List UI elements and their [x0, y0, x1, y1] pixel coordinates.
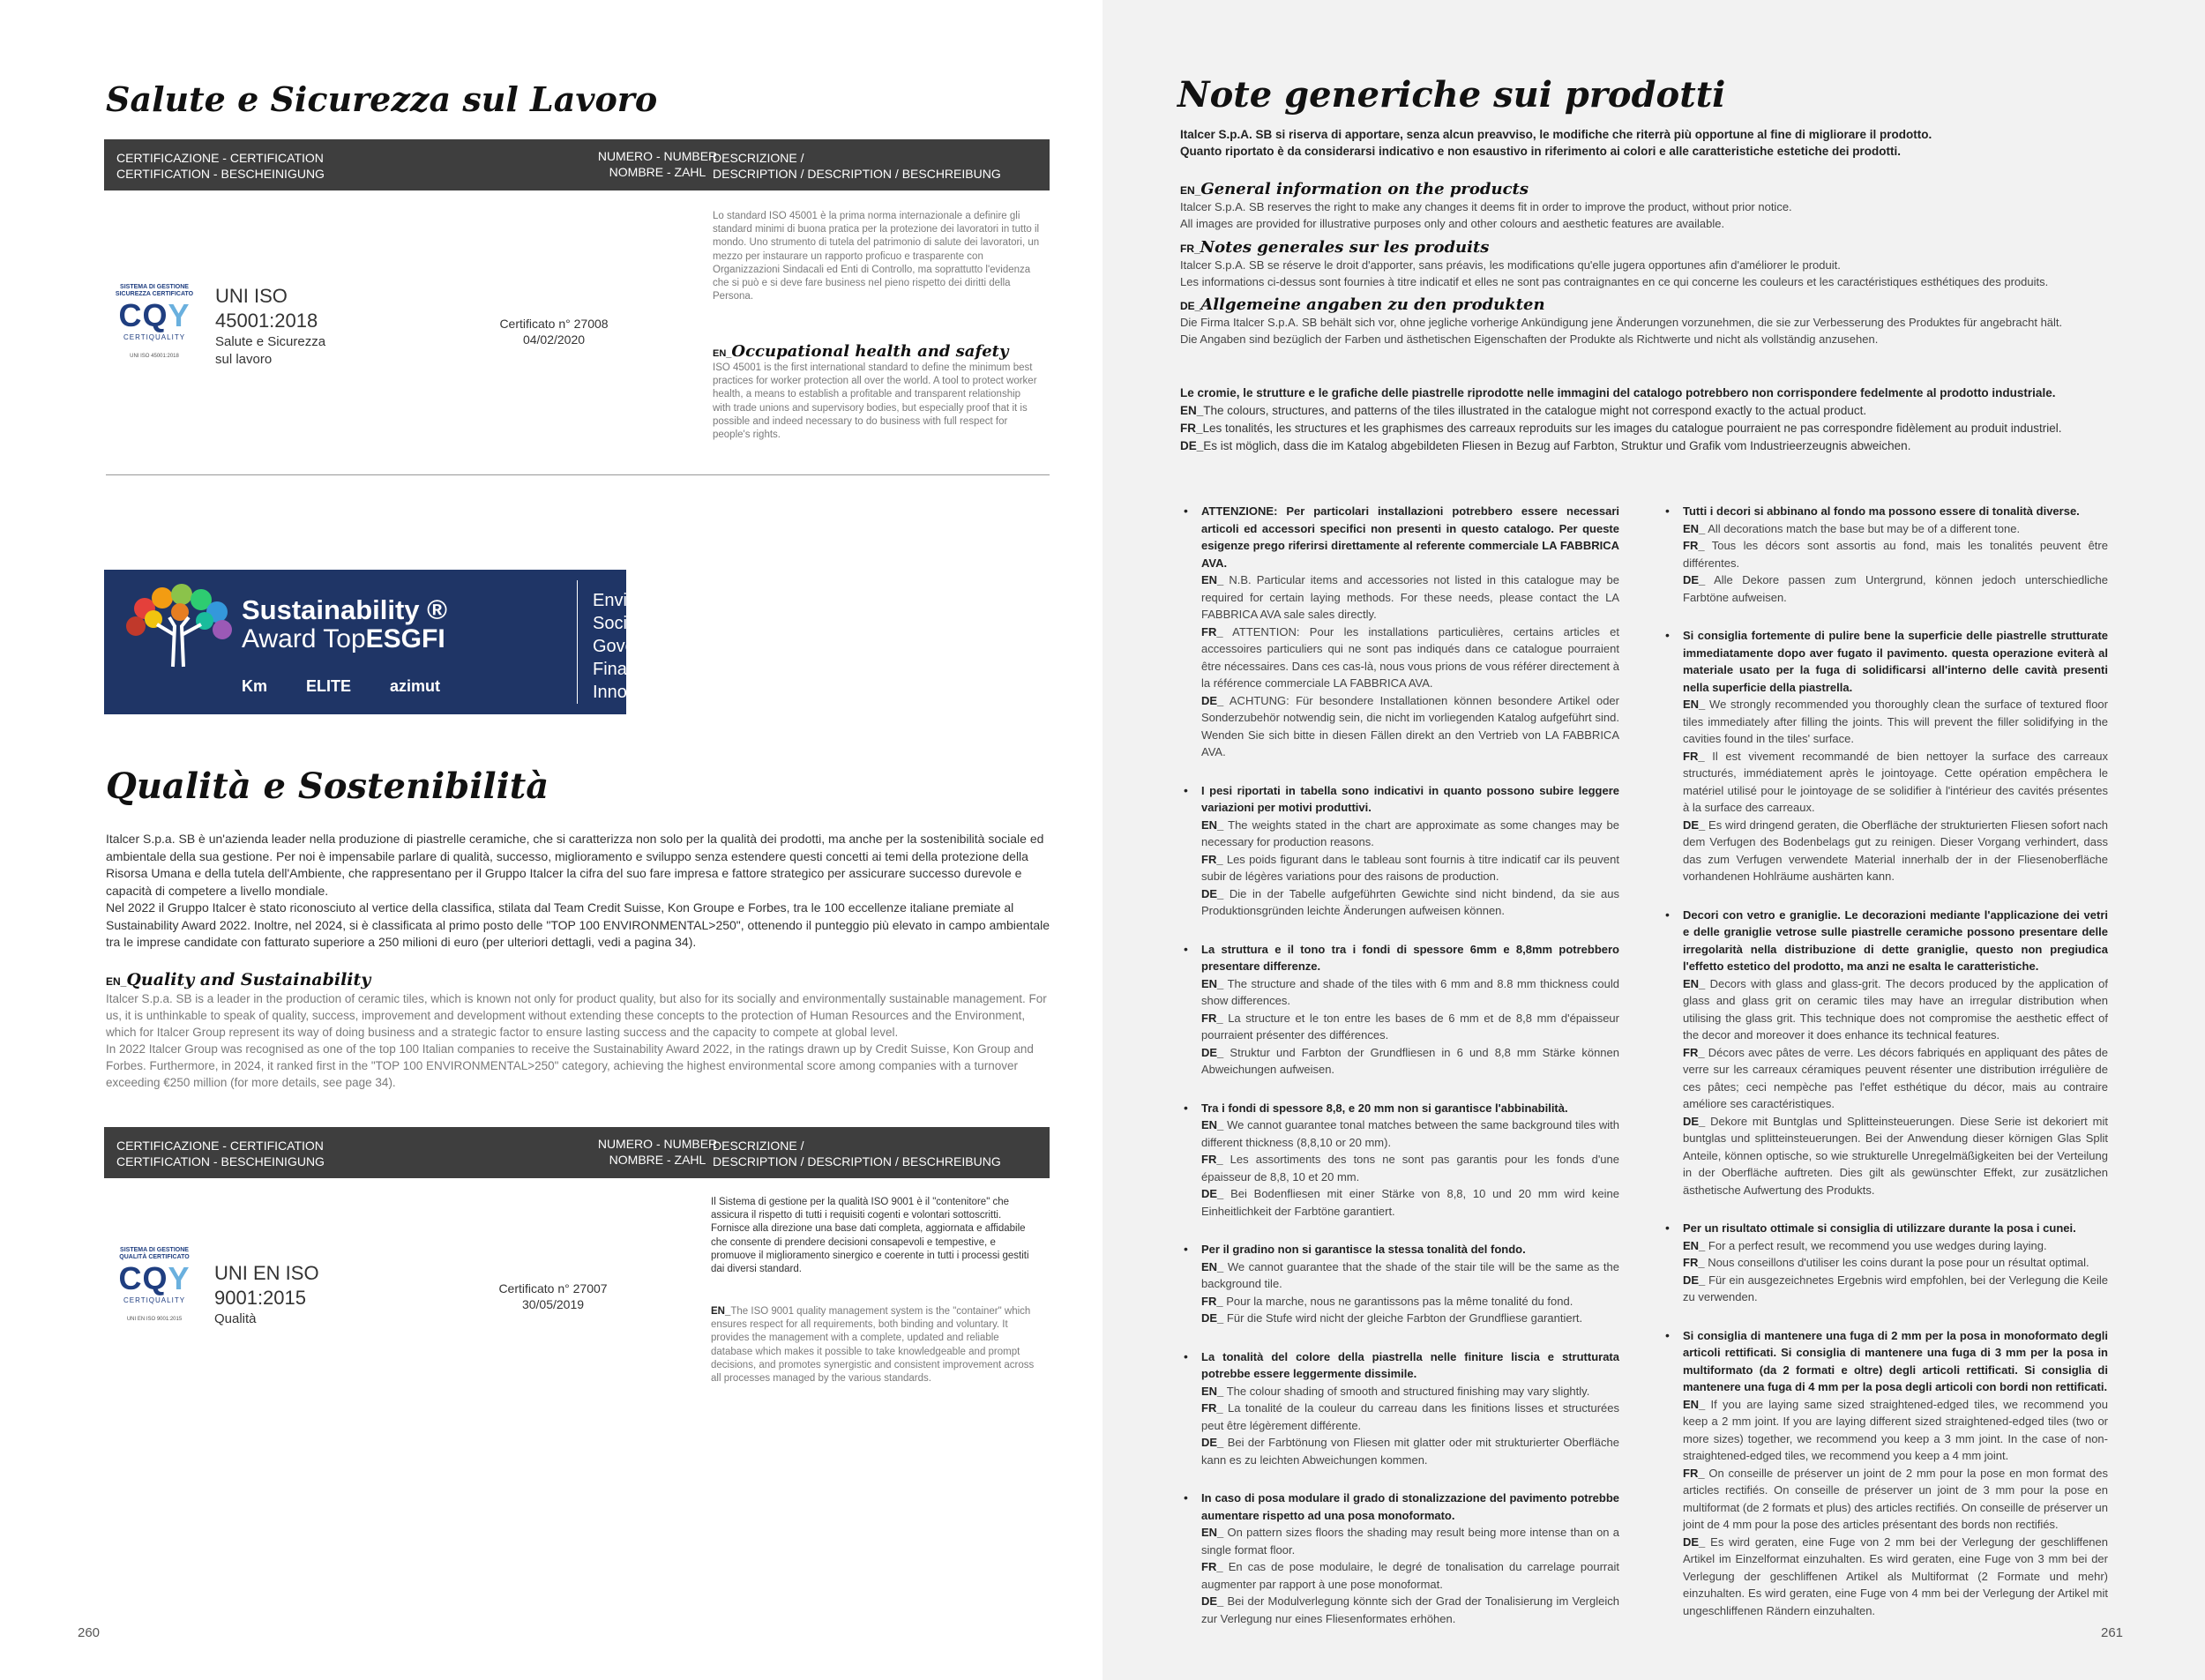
sponsor-logos: Km ELITE azimut [242, 677, 441, 695]
list-item: • ATTENZIONE: Per particolari installazioni potrebbero essere necessari articoli ed accessori specifici non presenti in questo catalogo. Per queste esigenze prego riferirsi direttamente al referente commerciale LA FABBRICA AVA. EN_ N.B. Particular items and accessories not listed in this catalogue may be required for certain laying methods. For these needs, please contact the LA FABBRICA AVA sale sales directly. FR_ ATTENTION: Pour les installations particulières, certains articles et accessoires particuliers qui ne sont pas indiqués dans ce catalogue pourraient être nécessaires. Dans ces cas-là, nous vous prions de vous référer directement à la référence commerciale LA FABBRICA AVA. DE_ ACHTUNG: Für besondere Installationen können besondere Artikel oder Sonderzubehör notwendig sein, die nicht im vorliegenden Katalog aufgeführt sind. Wenden Sie sich bitte in diesen Fällen direkt an den Vertrieb von LA FABBRICA AVA. [1180, 503, 1619, 761]
list-item: • Decori con vetro e graniglie. Le decorazioni mediante l'applicazione dei vetri e delle graniglie vetrose sulle piastrelle ceramiche possono presentare delle irregolarità nella distribuzione di dette graniglie, questo non pregiudica l'effetto estetico del prodotto, ma anzi ne esalta le caratteristiche. EN_ Decors with glass and glass-grit. The decors produced by the application of glass and glass grit on ceramic tiles may have an irregular distribution when utilising the glass grit. This technique does not compromise the aesthetic effect of the decor and moreover it does enhance its technical features. FR_ Décors avec pâtes de verre. Les décors fabriqués en appliquant des pâtes de verre sur les carreaux céramiques peuvent résenter une distribution irrégulière de ces pâtes; ceci nempèche pas l'effet esthétique du décor, mais au contraire améliore ses caractéristiques. DE_ Dekore mit Buntglas und Splitteinsteuerungen. Diese Serie ist dekoriert mit buntglas und splitteinsteuerungen. Bei der Anwendung dieser körnigen Glas Split Anteile, können optische, so wie strukturelle Unregelmäßigkeiten bei der Verteilung in der Oberfläche auftreten. Dies gilt als gewünschter Effekt, zur zusätzlichen ästhetische Aufwertung des Produkts. [1662, 907, 2108, 1199]
page-number: 260 [78, 1625, 101, 1640]
tile-appearance-note: Le cromie, le strutture e le grafiche delle piastrelle riprodotte nelle immagini del catalogo potrebbero non corrispondere fedelmente al prodotto industriale. EN_The colours, structures, and patterns of the tiles illustrated in the catalogue might not correspond exactly to the actual product. FR_Les tonalités, les structures et les graphismes des carreaux reproduits sur les images du catalogue pourraient ne pas correspondre fidèlement au produit industriel. DE_Es ist möglich, dass die im Katalog abgebildeten Fliesen in Bezug auf Farbton, Struktur und Grafik vom Industrieerzeugnis abweichen. [1180, 386, 2062, 452]
quality-text-it-2: Nel 2022 il Gruppo Italcer è stato riconosciuto al vertice della classifica, stilata dal Team Credit Suisse, Kon Groupe e Forbes, tra le 100 eccellenze italiane premiate al Sustainability Award 2022. Inoltre, nel 2024, si è classificata al primo posto delle "TOP 100 ENVIRONMENTAL>250", ottenendo il punteggio più elevato in campo ambientale tra le imprese candidate con fatturato superiore a 250 milioni di euro (per ulteriori dettagli, vedi a pagina 34). [106, 900, 1050, 949]
list-item: • Per il gradino non si garantisce la stessa tonalità del fondo. EN_ We cannot guarantee that the shade of the stair tile will be the same as the background tile. FR_ Pour la marche, nous ne garantissons pas la même tonalité du fond. DE_ Für die Stufe wird nicht der gleiche Farbton der Grundfliese garantiert. [1180, 1241, 1619, 1327]
notes-en: EN_General information on the products Italcer S.p.A. SB reserves the right to make any changes it deems fit in order to improve the product, without prior notice. All images are provided for illustrative purposes only and other colours and aesthetic features are available. [1180, 180, 1792, 230]
notes-intro: Italcer S.p.A. SB si riserva di apportare, senza alcun preavviso, le modifiche che riterrà più opportune al fine di migliorare il prodotto. Quanto riportato è da considerarsi indicativo e non esaustivo in riferimento ai colori e alle caratteristiche estetiche dei prodotti. [1180, 128, 1932, 158]
notes-column-right [1662, 503, 2108, 1640]
list-item: • I pesi riportati in tabella sono indicativi in quanto possono subire leggere variazioni per motivi produttivi. EN_ The weights stated in the chart are approximate as some changes may be necessary for production reasons. FR_ Les poids figurant dans le tableau sont fournis à titre indicatif car ils peuvent subir de légères variations pour des raisons de production. DE_ Die in der Tabelle aufgeführten Gewichte sind nicht bindend, da sie aus Produktionsgründen leichte Änderungen aufweisen können. [1180, 782, 1619, 920]
cert-desc-en-9001: EN_The ISO 9001 quality management system is the "container" which ensures respect for all requirements, both binding and voluntary. It provides the management with a complete, updated and reliable database which makes it possible to take knowledgeable and prompt decisions, and promotes synergistic and consistent improvement across all processes managed by the various standards. [711, 1306, 1035, 1385]
cert-en-title-45001: EN_Occupational health and safety [713, 342, 1009, 361]
list-item: • La struttura e il tono tra i fondi di spessore 6mm e 8,8mm potrebbero presentare differenze. EN_ The structure and shade of the tiles with 6 mm and 8.8 mm thickness could show differences. FR_ La structure et le ton entre les bases de 6 mm et de 8,8 mm d'épaisseur pourraient présenter des différences. DE_ Struktur und Farbton der Grundfliesen in 6 und 8,8 mm Stärke können Abweichungen aufweisen. [1180, 941, 1619, 1079]
left-page [0, 0, 1102, 1680]
tree-of-leaves-icon [118, 582, 238, 667]
cqy-logo: CQY [118, 1260, 191, 1296]
quality-en-title: EN_Quality and Sustainability [106, 970, 371, 989]
list-item: • Per un risultato ottimale si consiglia di utilizzare durante la posa i cunei. EN_ For a perfect result, we recommend you use wedges during laying. FR_ Nous conseillons d'utiliser les coins durant la pose pour un résultat optimal. DE_ Für ein ausgezeichnetes Ergebnis wird empfohlen, bei der Verlegung die Keile zu verwenden. [1662, 1220, 2108, 1306]
cert-number-27008: Certificato n° 27008 04/02/2020 [499, 317, 609, 347]
notes-fr: FR_Notes generales sur les produits Italcer S.p.A. SB se réserve le droit d'apporter, sans préavis, les modifications qu'elle jugera opportunes afin d'améliorer le produit. Les informations ci-dessus sont fournies à titre indicatif et elles ne sont pas contraignantes en ce qui concerne les couleurs et les caractéristiques esthétiques des produits. [1180, 238, 2049, 288]
cqy-logo: CQY [118, 297, 191, 333]
section-title-health-safety: Salute e Sicurezza sul Lavoro [106, 79, 658, 119]
quality-text-en: Italcer S.p.a. SB is a leader in the production of ceramic tiles, which is known not only for product quality, but also for its socially and environmentally sustainable management. For us, it is unthinkable to speak of quality, success, improvement and development without extending these concepts to the protection of Human Resources and the Environment, which for Italcer Group represent its way of doing business and a strategic factor to ensure lasting success and the capacity to compete at global level. [106, 992, 1047, 1039]
list-item: • In caso di posa modulare il grado di stonalizzazione del pavimento potrebbe aumentare rispetto ad una posa monoformato. EN_ On pattern sizes floors the shading may result being more intense than on a single format floor. FR_ En cas de pose modulaire, le degré de tonalisation du carrelage pourrait augmenter par rapport à une pose monoformat. DE_ Bei der Modulverlegung könnte sich der Grad der Tonalisierung im Vergleich zur Verlegung nur eines Fliesenformates erhöhen. [1180, 1490, 1619, 1627]
notes-column-left [1180, 503, 1619, 1648]
quality-text-en-2: In 2022 Italcer Group was recognised as one of the top 100 Italian companies to receive the Sustainability Award 2022, in the ratings drawn up by Credit Suisse, Kon Group and Forbes. Furthermore, in 2024, it ranked first in the "TOP 100 ENVIRONMENTAL>250" category, achieving the highest environmental score among companies with a turnover exceeding €250 million (for more details, see page 34). [106, 1042, 1034, 1089]
cert-name-iso9001: UNI EN ISO 9001:2015 Qualità [214, 1262, 319, 1326]
list-item: • Tra i fondi di spessore 8,8, e 20 mm non si garantisce l'abbinabilità. EN_ We cannot guarantee tonal matches between the same background tiles with different thickness (8,8,10 or 20 mm). FR_ Les assortiments des tons ne sont pas garantis pour les fonds d'une épaisseur de 8,8, 10 et 20 mm. DE_ Bei Bodenfliesen mit einer Stärke von 8,8, 10 und 20 mm wird keine Einheitlichkeit der Farbtöne garantiert. [1180, 1100, 1619, 1221]
cert-name-iso45001: UNI ISO 45001:2018 Salute e Sicurezza sul lavoro [215, 285, 326, 367]
page-number: 261 [2101, 1625, 2124, 1640]
list-item: • La tonalità del colore della piastrella nelle finiture liscia e strutturata potrebbe essere leggermente dissimile. EN_ The colour shading of smooth and structured finishing may vary slightly. FR_ La tonalité de la couleur du carreau dans les finitions lisses et structurées peut être légèrement différente. DE_ Bei der Farbtönung von Fliesen mit glatter oder mit strukturierter Oberfläche kann es zu leichten Abweichungen kommen. [1180, 1348, 1619, 1469]
divider [106, 474, 1050, 475]
list-item: • Tutti i decori si abbinano al fondo ma possono essere di tonalità diverse. EN_ All decorations match the base but may be of a different tone. FR_ Tous les décors sont assortis au fond, mais les tonalités peuvent être différentes. DE_ Alle Dekore passen zum Untergrund, können jedoch unterschiedliche Farbtöne aufweisen. [1662, 503, 2108, 606]
cert-table-header-2: CERTIFICAZIONE - CERTIFICATION CERTIFICATION - BESCHEINIGUNG NUMERO - NUMBER NOMBRE - ZAHL DESCRIZIONE / DESCRIPTION / DESCRIPTION / BESCHREIBUNG [104, 1127, 1050, 1178]
section-title-quality: Qualità e Sostenibilità [106, 765, 549, 807]
section-title-product-notes: Note generiche sui prodotti [1177, 74, 1726, 116]
list-item: • Si consiglia fortemente di pulire bene la superficie delle piastrelle strutturate immediatamente dopo aver fugato il pavimento. questa operazione eviterà al materiale usato per la fuga di solidificarsi all'interno delle cavità presenti nella superficie della piastrella. EN_ We strongly recommended you thoroughly clean the surface of textured floor tiles immediately after filling the joints. This will prevent the filler solidifying in the cavities found in the tiles' surface. FR_ Il est vivement recommandé de bien nettoyer la surface des carreaux structurés, immédiatement après le jointoyage. Cette opération empêchera le matériel utilisé pour le jointoyage de se solidifier à l'intérieur des cavités présentes à la surface des carreaux. DE_ Es wird dringend geraten, die Oberfläche der strukturierten Fliesen sofort nach dem Verfugen des Bodenbelags gut zu reinigen. Dieser Vorgang verhindert, dass das zum Verfugen verwendete Material innerhalb der in der Fliesenoberfläche vorhandenen Hohlräume aushärten kann. [1662, 627, 2108, 885]
certiquality-badge: SISTEMA DI GESTIONE SICUREZZA CERTIFICATO CQY CERTIQUALITY UNI ISO 45001:2018 [110, 284, 198, 359]
cert-desc-it-9001: Il Sistema di gestione per la qualità ISO 9001 è il "contenitore" che assicura il rispetto di tutti i requisiti cogenti e volontari sottoscritti. Fornisce alla direzione una base dati completa, aggiornata e affidabile che consente di prendere decisioni consapevoli e tempestive, e promuove il miglioramento sinergico e coerente in tutti i processi gestiti dai diversi standard. [711, 1197, 1029, 1275]
certiquality-badge-2: SISTEMA DI GESTIONE QUALITÀ CERTIFICATO CQY CERTIQUALITY UNI EN ISO 9001:2015 [110, 1247, 198, 1322]
quality-text-it: Italcer S.p.a. SB è un'azienda leader nella produzione di piastrelle ceramiche, che si caratterizza non solo per la qualità dei prodotti, ma anche per la sostenibilità sociale ed ambientale della sua gestione. Per noi è impensabile parlare di qualità, successo, miglioramento e sviluppo senza estendere questi concetti ai temi della protezione della Risorsa Umana e della tutela dell'Ambiente, che rappresentano per il Gruppo Italcer la cifra del suo fare impresa e fattore strategico per assicurare successo durevole e capacità di competere a livello mondiale. [106, 832, 1044, 898]
cert-desc-en-45001: ISO 45001 is the first international standard to define the minimum best practices for worker protection all over the world. A tool to protect worker health, a means to establish a profitable and transparent relationship with trade unions and supervisory bodies, but especially proof that it is possible and indeed necessary to do business with full respect for people's rights. [713, 362, 1037, 441]
sustainability-award-banner: Sustainability ® Award TopESGFI Km ELITE azimut Environmental Social Governance Finance Innovation [104, 570, 626, 714]
notes-de: DE_Allgemeine angaben zu den produkten Die Firma Italcer S.p.A. SB behält sich vor, ohne jegliche vorherige Ankündigung jene Änderungen vorzunehmen, die sie zur Verbesserung des Produktes für angebracht hält. Die Angaben sind bezüglich der Farben und ästhetischen Eigenschaften der Produkte als Richtwerte und nicht als vollständig anzusehen. [1180, 295, 2063, 346]
cert-desc-it-45001: Lo standard ISO 45001 è la prima norma internazionale a definire gli standard minimi di buona pratica per la protezione dei lavoratori in tutto il mondo. Uno strumento di tutela del patrimonio di salute dei lavoratori, un mezzo per instaurare un rapporto proficuo e trasparente con Organizzazioni Sindacali ed Enti di Controllo, ma soprattutto l'evidenza che si può e si deve fare business nel pieno rispetto dei diritti della Persona. [713, 211, 1040, 302]
esg-categories: Environmental Social Governance Finance Innovation [593, 591, 706, 702]
cert-table-header: CERTIFICAZIONE - CERTIFICATION CERTIFICATION - BESCHEINIGUNG NUMERO - NUMBER NOMBRE - ZAHL DESCRIZIONE / DESCRIPTION / DESCRIPTION / BESCHREIBUNG [104, 139, 1050, 190]
cert-number-27007: Certificato n° 27007 30/05/2019 [498, 1281, 608, 1311]
list-item: • Si consiglia di mantenere una fuga di 2 mm per la posa in monoformato degli articoli rettificati. Si consiglia di mantenere una fuga di 3 mm per la posa in multiformato (da 2 formati e oltre) degli articoli rettificati. Si consiglia di mantenere una fuga di 4 mm per la posa degli articoli con bordi non rettificati. EN_ If you are laying same sized straightened-edged tiles, we recommend you keep a 2 mm joint. If you are laying different sized straightened-edged tiles (two or more sizes) together, we recommend you keep a 3 mm joint. In the case of non-straightened-edged tiles, we recommend you keep a 4 mm joint. FR_ On conseille de préserver un joint de 2 mm pour la pose en mon format des articles rectifiés. On conseille de préserver un joint de 3 mm pour la pose en multiformat (de 2 formats et plus) des articles rectifiés. On conseille de préserver un joint de 4 mm pour la pose des articles présentant des bords non rectifiés. DE_ Es wird geraten, eine Fuge von 2 mm bei der Verlegung der geschliffenen Artikel im Einzelformat einzuhalten. Es wird geraten, eine Fuge von 3 mm bei der Verlegung der geschliffenen Artikel als Multiformat (2 Formate und mehr) einzuhalten. Es wird geraten, eine Fuge von 4 mm bei der Verlegung der Artikel mit ungeschliffenen Rändern einzuhalten. [1662, 1327, 2108, 1620]
